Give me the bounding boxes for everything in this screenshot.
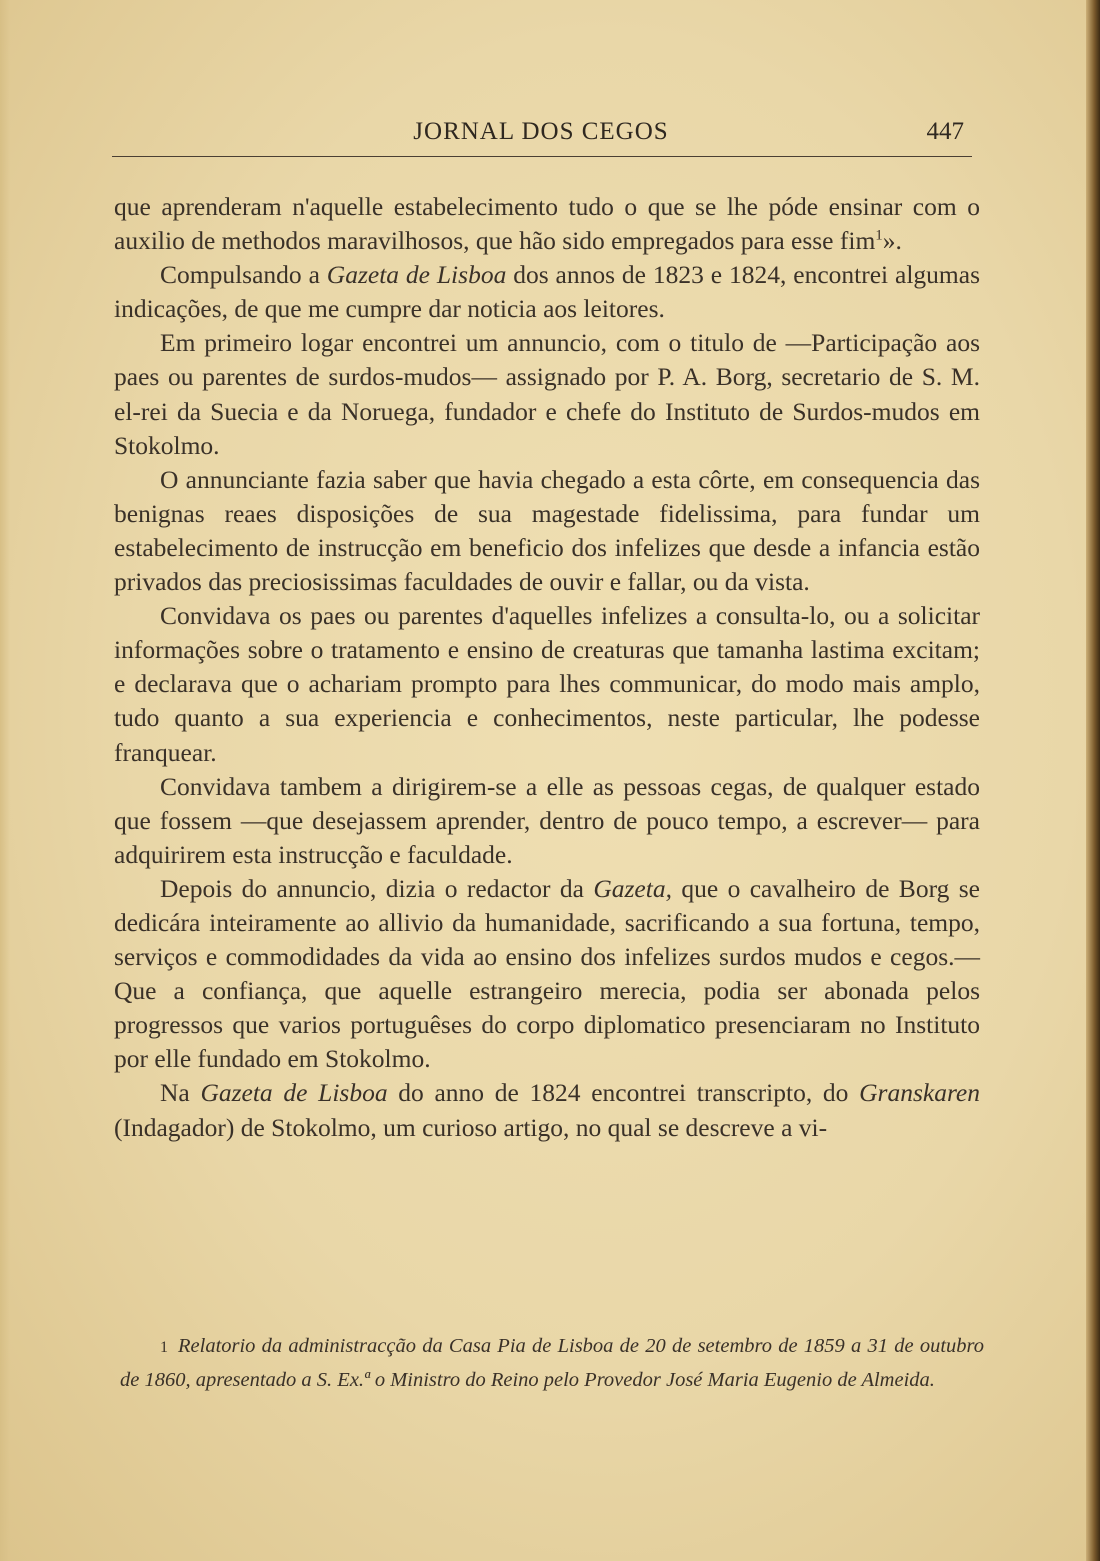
paragraph-8-italic-1: Gazeta de Lisboa — [200, 1078, 388, 1108]
page-left-edge — [0, 0, 10, 1561]
footnotes — [120, 1330, 984, 1397]
paragraph-4: O annunciante fazia saber que havia chegado a esta côrte, em consequencia das benignas reaes disposições de sua magestade fidelissima, para fundar um estabelecimento de instrucção em beneficio dos infelizes que desde a infancia estão privados das preciosissimas faculdades de ouvir e fallar, ou da vista. — [114, 464, 980, 597]
paragraph-8-lead: Na — [160, 1078, 201, 1108]
paragraph-1 — [114, 190, 980, 258]
paragraph-7-lead: Depois do annuncio, dizia o redactor da — [160, 873, 594, 903]
paragraph-2-lead: Compulsando a — [160, 260, 327, 290]
paragraph-7-italic: Gazeta, — [593, 873, 672, 903]
paragraph-7 — [114, 872, 980, 1077]
footnote-reference: 1 — [875, 227, 883, 244]
paragraph-2 — [114, 258, 980, 326]
footnote-1 — [120, 1330, 984, 1397]
page-header — [110, 118, 972, 158]
paragraph-1-text: que aprenderam n'aquelle estabelecimento tudo o que se lhe póde ensinar com o auxilio de methodos maravilhosos, que hão sido empregados para esse fim — [114, 192, 980, 256]
paragraph-2-italic: Gazeta de Lisboa — [326, 260, 507, 290]
header-rule — [112, 156, 972, 157]
paragraph-1-tail: ». — [882, 226, 902, 256]
running-title: JORNAL DOS CEGOS — [413, 118, 669, 145]
paragraph-6: Convidava tambem a dirigirem-se a elle as pessoas cegas, de qualquer estado que fossem —que desejassem aprender, dentro de pouco tempo, a escrever— para adquirirem esta instrucção e faculdade. — [114, 771, 980, 869]
paragraph-8-middle: do anno de 1824 encontrei transcripto, do — [387, 1078, 860, 1108]
page-number: 447 — [926, 118, 964, 145]
paragraph-7-rest: que o cavalheiro de Borg se dedicára inteiramente ao allivio da humanidade, sacrificando a sua fortuna, tempo, serviços e commodidades da vida ao ensino dos infelizes surdos mudos e cegos.—Que a confiança, que aquelle estrangeiro merecia, podia ser abonada pelos progressos que varios portuguêses do corpo diplomatico presenciaram no Instituto por elle fundado em Stokolmo. — [114, 873, 980, 1074]
paragraph-8-rest: (Indagador) de Stokolmo, um curioso artigo, no qual se descreve a vi- — [114, 1112, 828, 1142]
footnote-text: Relatorio da administracção da Casa Pia de Lisboa de 20 de setembro de 1859 a 31 de outubro de 1860, apresentado a S. Ex.ª o Ministro do Reino pelo Provedor José Maria Eugenio de Almeida. — [120, 1335, 984, 1391]
paragraph-8-italic-2: Granskaren — [859, 1078, 980, 1108]
paragraph-2-rest: dos annos de 1823 e 1824, encontrei algumas indicações, de que me cumpre dar noticia aos leitores. — [114, 260, 980, 324]
paragraph-5: Convidava os paes ou parentes d'aquelles infelizes a consulta-lo, ou a solicitar informações sobre o tratamento e ensino de creaturas que tamanha lastima excitam; e declarava que o achariam prompto para lhes communicar, do modo mais amplo, tudo quanto a sua experiencia e conhecimentos, neste particular, lhe podesse franquear. — [114, 601, 980, 767]
footnote-number: 1 — [160, 1339, 168, 1356]
paragraph-3: Em primeiro logar encontrei um annuncio, com o titulo de —Participação aos paes ou parentes de surdos-mudos— assignado por P. A. Borg, secretario de S. M. el-rei da Suecia e da Noruega, fundador e chefe do Instituto de Surdos-mudos em Stokolmo. — [114, 328, 980, 460]
page-right-edge-shadow — [1086, 0, 1100, 1561]
paragraph-8 — [114, 1076, 980, 1144]
body-text — [114, 190, 980, 1145]
